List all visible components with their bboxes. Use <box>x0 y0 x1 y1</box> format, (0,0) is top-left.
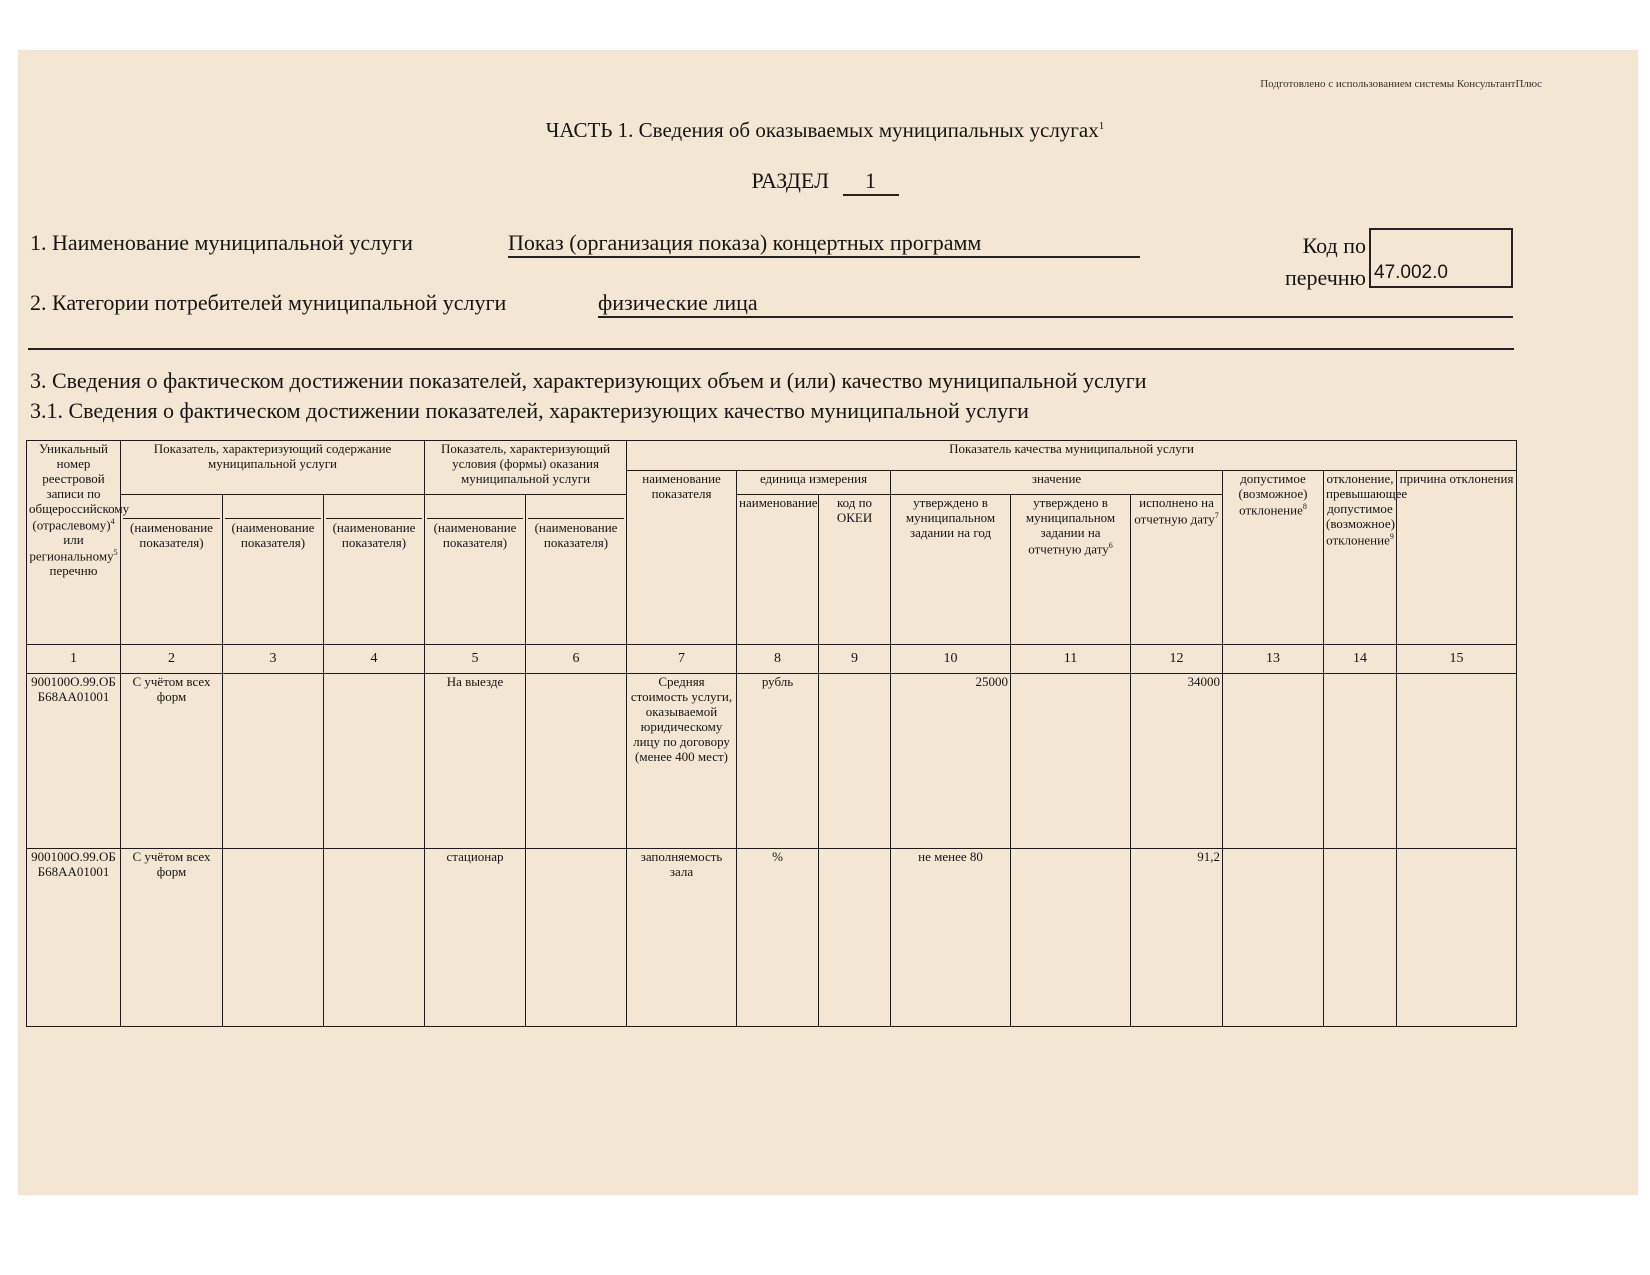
header-content-indicator: Показатель, характеризующий содержание муниципальной услуги <box>121 441 425 495</box>
row-okei <box>819 674 891 849</box>
col-number: 11 <box>1011 645 1131 674</box>
list-code-label-line2: перечню <box>1284 265 1366 290</box>
header-indicator-name: наименование показателя <box>627 471 737 645</box>
header-content-col-3-text: (наименование показателя) <box>225 518 321 551</box>
col-number: 7 <box>627 645 737 674</box>
row-empty-cell <box>1223 674 1324 849</box>
header-content-col-4 <box>324 495 425 645</box>
row-unit: % <box>737 849 819 1027</box>
header-unit: единица измерения <box>737 471 891 495</box>
footnote-7: 7 <box>1214 510 1219 520</box>
header-exceed-deviation-text: отклонение, превышающее допустимое (возможное) отклонение <box>1326 471 1408 548</box>
header-unique-number <box>27 441 130 645</box>
separator-line <box>28 348 1514 350</box>
col-number: 1 <box>27 645 121 674</box>
col-number: 12 <box>1131 645 1223 674</box>
consumers-label: 2. Категории потребителей муниципальной услуги <box>30 290 507 315</box>
row-registry-code: 900100О.99.ОБ Б68АА01001 <box>27 674 121 849</box>
column-number-row <box>27 645 1517 674</box>
section-label: РАЗДЕЛ <box>751 168 829 193</box>
table-row <box>27 674 1517 849</box>
header-unique-number-end: перечню <box>49 563 98 579</box>
col-number: 10 <box>891 645 1011 674</box>
table-row <box>27 849 1517 1027</box>
header-approved-date-text: утверждено в муниципальном задании на отчетную дату <box>1025 495 1116 557</box>
col-number: 2 <box>121 645 223 674</box>
row-empty-cell <box>223 849 324 1027</box>
row-registry-code: 900100О.99.ОБ Б68АА01001 <box>27 849 121 1027</box>
row-empty-cell <box>1324 674 1397 849</box>
header-content-col-4-text: (наименование показателя) <box>326 518 422 551</box>
header-approved-date <box>1011 495 1131 645</box>
quality-table <box>26 440 1517 1027</box>
header-exceed-deviation <box>1324 471 1408 645</box>
footnote-4: 4 <box>110 516 115 526</box>
heading-3-1: 3.1. Сведения о фактическом достижении показателей, характеризующих качество муниципальной услуги <box>30 398 1029 423</box>
row-approved-date <box>1011 674 1131 849</box>
part-title-footnote: 1 <box>1098 120 1105 132</box>
col-number: 6 <box>526 645 627 674</box>
service-name-value: Показ (организация показа) концертных программ <box>508 230 1140 258</box>
col-number: 15 <box>1397 645 1517 674</box>
header-value: значение <box>891 471 1223 495</box>
row-empty-cell <box>1397 674 1517 849</box>
row-content: С учётом всех форм <box>121 674 223 849</box>
header-conditions-col-5 <box>425 495 526 645</box>
footnote-8: 8 <box>1302 501 1307 511</box>
header-conditions-col-6-text: (наименование показателя) <box>528 518 624 551</box>
heading-3: 3. Сведения о фактическом достижении показателей, характеризующих объем и (или) качество муниципальной услуги <box>30 368 1147 393</box>
row-approved-date <box>1011 849 1131 1027</box>
header-quality-indicator: Показатель качества муниципальной услуги <box>627 441 1517 471</box>
header-allowed-deviation-text: допустимое (возможное) отклонение <box>1238 471 1308 518</box>
row-empty-cell <box>1223 849 1324 1027</box>
row-condition: стационар <box>425 849 526 1027</box>
header-content-col-2 <box>121 495 223 645</box>
row-empty-cell <box>223 674 324 849</box>
consumers-value: физические лица <box>598 290 1513 318</box>
row-approved-year: 25000 <box>891 674 1011 849</box>
row-empty-cell <box>526 849 627 1027</box>
footnote-5: 5 <box>113 547 118 557</box>
row-done: 34000 <box>1131 674 1223 849</box>
prepared-note: Подготовлено с использованием системы КонсультантПлюс <box>1260 78 1542 90</box>
row-empty-cell <box>324 849 425 1027</box>
row-content: С учётом всех форм <box>121 849 223 1027</box>
header-okei-code: код по ОКЕИ <box>819 495 891 645</box>
part-title <box>0 118 1650 143</box>
header-approved-year: утверждено в муниципальном задании на год <box>891 495 1011 645</box>
row-indicator-name: заполняемость зала <box>627 849 737 1027</box>
col-number: 4 <box>324 645 425 674</box>
header-content-col-3 <box>223 495 324 645</box>
row-approved-year: не менее 80 <box>891 849 1011 1027</box>
header-unique-number-mid: или региональному <box>29 531 114 564</box>
row-empty-cell <box>1324 849 1397 1027</box>
header-conditions-col-6 <box>526 495 627 645</box>
col-number: 14 <box>1324 645 1397 674</box>
footnote-6: 6 <box>1108 540 1113 550</box>
row-indicator-name: Средняя стоимость услуги, оказываемой юридическому лицу по договору (менее 400 мест) <box>627 674 737 849</box>
header-done <box>1131 495 1223 645</box>
footnote-9: 9 <box>1389 531 1394 541</box>
row-empty-cell <box>526 674 627 849</box>
header-done-text: исполнено на отчетную дату <box>1134 495 1215 527</box>
header-conditions-col-5-text: (наименование показателя) <box>427 518 523 551</box>
list-code-label-line1: Код по <box>1302 233 1366 258</box>
col-number: 13 <box>1223 645 1324 674</box>
header-conditions-indicator: Показатель, характеризующий условия (формы) оказания муниципальной услуги <box>425 441 627 495</box>
service-name-label: 1. Наименование муниципальной услуги <box>30 230 413 255</box>
header-deviation-reason: причина отклонения <box>1397 471 1517 645</box>
col-number: 9 <box>819 645 891 674</box>
row-done: 91,2 <box>1131 849 1223 1027</box>
col-number: 8 <box>737 645 819 674</box>
col-number: 3 <box>223 645 324 674</box>
col-number: 5 <box>425 645 526 674</box>
row-okei <box>819 849 891 1027</box>
list-code-label <box>1258 230 1366 294</box>
section-heading <box>0 168 1650 196</box>
part-title-text: ЧАСТЬ 1. Сведения об оказываемых муниципальных услугах <box>545 118 1099 142</box>
header-unique-number-text: Уникальный номер реестровой записи по общероссийскому (отраслевому) <box>29 441 130 533</box>
header-unit-name: наименование <box>737 495 819 645</box>
header-allowed-deviation <box>1223 471 1324 645</box>
row-condition: На выезде <box>425 674 526 849</box>
section-number: 1 <box>843 168 899 196</box>
list-code-box: 47.002.0 <box>1369 228 1513 288</box>
row-unit: рубль <box>737 674 819 849</box>
row-empty-cell <box>1397 849 1517 1027</box>
row-empty-cell <box>324 674 425 849</box>
header-content-col-2-text: (наименование показателя) <box>123 518 220 551</box>
